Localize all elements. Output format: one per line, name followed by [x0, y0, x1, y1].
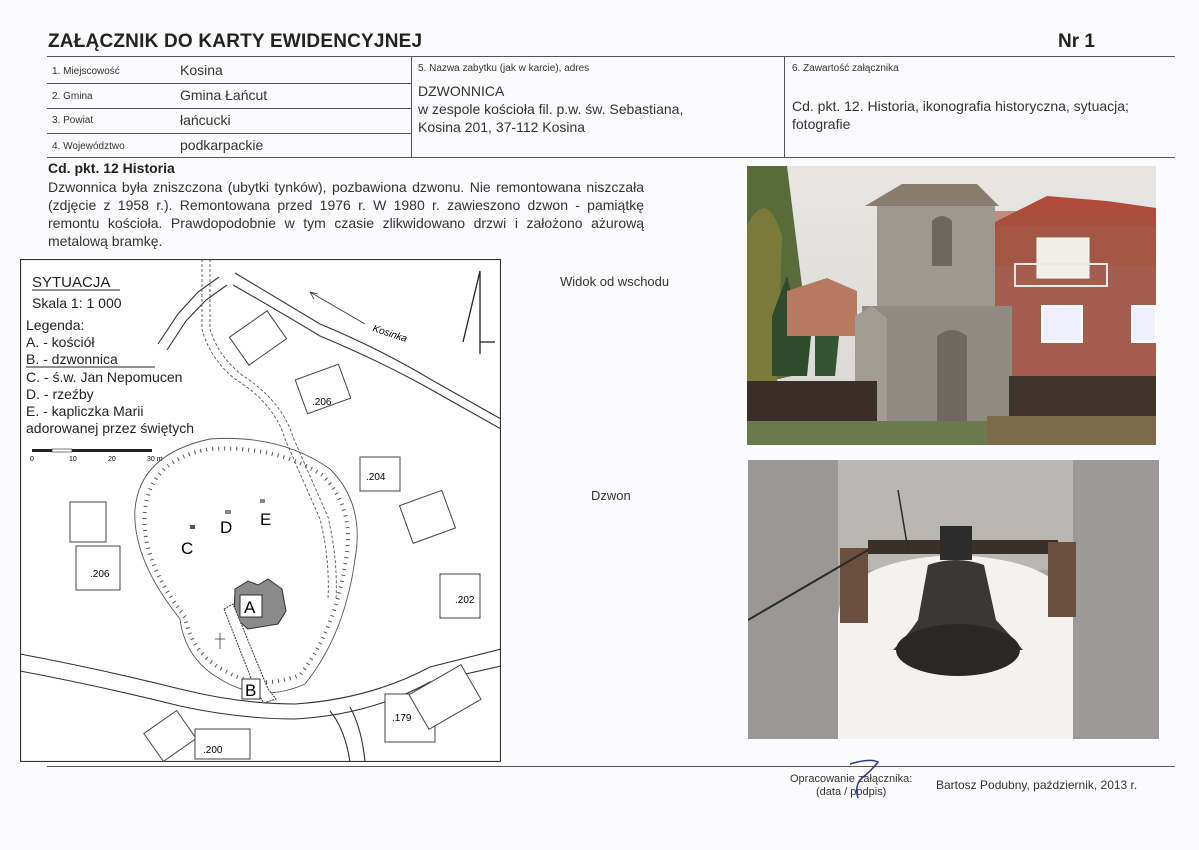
- table-row-divider: [47, 133, 412, 134]
- table-row-divider: [47, 108, 412, 109]
- marker-c: C: [181, 539, 194, 558]
- field-value-powiat: łańcucki: [180, 112, 231, 128]
- map-scale: Skala 1: 1 000: [32, 295, 122, 311]
- signature-icon: [840, 756, 890, 806]
- parcel-179: .179: [392, 713, 412, 724]
- history-body: Dzwonnica była zniszczona (ubytki tynków), pozbawiona dzwonu. Nie remontowana niszczała (zdjęcie z 1958 r.). Remontowana przed 1976 r. W 1980 r. zawieszono dzwon - pamiątkę remontu kościoła. Prawdopodobnie w tym czasie zlikwidowano drzwi i założono ażurową metalową bramkę.: [48, 179, 644, 249]
- parcel-206-a: .206: [312, 397, 332, 408]
- marker-d: D: [220, 518, 233, 537]
- map-title: SYTUACJA: [32, 274, 111, 291]
- table-top-border: [47, 56, 1175, 57]
- legend-item-a: A. - kościół: [26, 334, 95, 350]
- bell-tower-photo: [747, 166, 1156, 445]
- field-label-miejscowosc: 1. Miejscowość: [52, 66, 120, 77]
- document-title: ZAŁĄCZNIK DO KARTY EWIDENCYJNEJ: [48, 31, 423, 52]
- legend-item-e-cont: adorowanej przez świętych: [26, 420, 195, 436]
- field-label-nazwa: 5. Nazwa zabytku (jak w karcie), adres: [418, 63, 590, 74]
- svg-text:10: 10: [69, 456, 77, 463]
- situation-map: [20, 259, 501, 762]
- svg-text:30 m: 30 m: [147, 456, 163, 463]
- field-value-gmina: Gmina Łańcut: [180, 87, 268, 103]
- document-number: Nr 1: [1058, 31, 1095, 52]
- field-label-gmina: 2. Gmina: [52, 91, 93, 102]
- table-row-divider: [47, 83, 412, 84]
- photo2-caption: Dzwon: [591, 488, 631, 503]
- situation-map-drawing: [20, 259, 501, 762]
- field-value-nazwa-1: DZWONNICA: [418, 83, 505, 99]
- author-line: Bartosz Podubny, październik, 2013 r.: [936, 778, 1138, 792]
- marker-b: B: [245, 681, 257, 700]
- footer-border: [47, 766, 1175, 767]
- legend-item-c: C. - ś.w. Jan Nepomucen: [26, 369, 183, 385]
- legend-item-d: D. - rzeźby: [26, 386, 94, 402]
- svg-text:0: 0: [30, 456, 34, 463]
- table-bottom-border: [47, 157, 1175, 158]
- field-value-nazwa-3: Kosina 201, 37-112 Kosina: [418, 119, 586, 135]
- legend-title: Legenda:: [26, 317, 85, 333]
- marker-e: E: [260, 510, 272, 529]
- road-label: Kosinka: [371, 323, 409, 345]
- statue-c-icon: [190, 525, 195, 529]
- prepared-line1: Opracowanie załącznika:: [790, 773, 913, 785]
- parcel-202: .202: [455, 595, 475, 606]
- chapel-e-icon: [260, 499, 265, 503]
- field-value-miejscowosc: Kosina: [180, 62, 223, 78]
- field-label-powiat: 3. Powiat: [52, 115, 94, 126]
- parcel-206-b: .206: [90, 569, 110, 580]
- field-value-wojewodztwo: podkarpackie: [180, 137, 264, 153]
- table-column-divider: [411, 56, 412, 157]
- parcel-204: .204: [366, 472, 386, 483]
- svg-text:20: 20: [108, 456, 116, 463]
- field-value-nazwa-2: w zespole kościoła fil. p.w. św. Sebastiana,: [418, 101, 684, 117]
- field-label-wojewodztwo: 4. Województwo: [52, 141, 125, 152]
- prepared-line2: (data / podpis): [815, 786, 887, 798]
- marker-a: A: [244, 598, 256, 617]
- photo1-caption: Widok od wschodu: [560, 274, 670, 289]
- parcel-200: .200: [203, 745, 223, 756]
- statue-d-icon: [225, 510, 231, 514]
- field-value-zawartosc-1: Cd. pkt. 12. Historia, ikonografia historyczna, sytuacja;: [792, 98, 1129, 114]
- legend-item-b: B. - dzwonnica: [26, 351, 118, 367]
- field-value-zawartosc-2: fotografie: [792, 116, 851, 132]
- history-heading: Cd. pkt. 12 Historia: [48, 160, 175, 176]
- table-column-divider: [784, 56, 785, 157]
- field-label-zawartosc: 6. Zawartość załącznika: [792, 63, 899, 74]
- bell-photo: [748, 460, 1159, 739]
- legend-item-e: E. - kapliczka Marii: [26, 403, 144, 419]
